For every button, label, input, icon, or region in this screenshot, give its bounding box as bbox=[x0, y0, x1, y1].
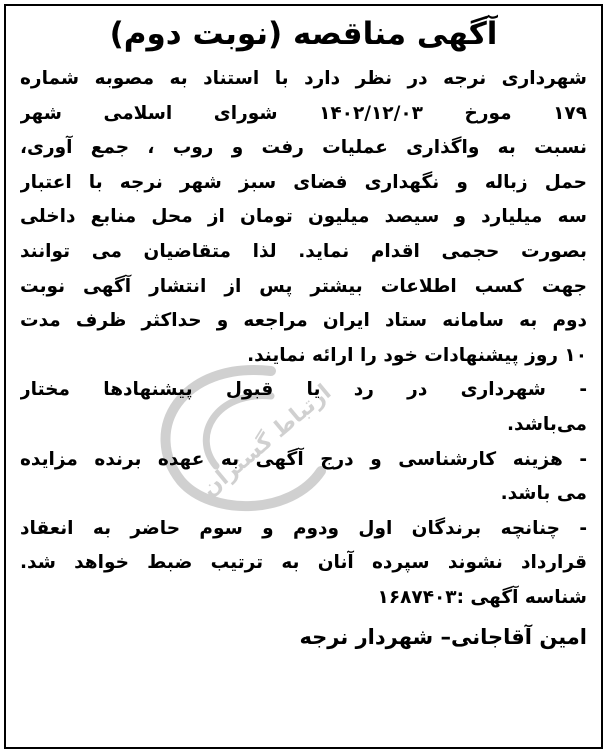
notice-signature: امین آقاجانی– شهردار نرجه bbox=[299, 624, 587, 649]
notice-title: آگهی مناقصه (نوبت دوم) bbox=[109, 16, 498, 52]
body-line: بصورت حجمی اقدام نماید. لذا متقاضیان می توانند bbox=[20, 240, 587, 262]
condition-line: - هزینه کارشناسی و درج آگهی به عهده برنده مزایده bbox=[20, 448, 587, 470]
notice-frame bbox=[4, 4, 603, 749]
body-line: جهت کسب اطلاعات بیشتر پس از انتشار آگهی نوبت bbox=[20, 275, 587, 297]
watermark-text: ارتباط گستران bbox=[197, 379, 337, 503]
notice-content bbox=[20, 12, 587, 656]
condition-line: می باشد. bbox=[500, 483, 587, 505]
body-line: ۱۷۹ مورخ ۱۴۰۲/۱۲/۰۳ شورای اسلامی شهر bbox=[20, 102, 587, 124]
body-line: شهرداری نرجه در نظر دارد با استناد به مصوبه شماره bbox=[20, 68, 587, 89]
condition-line: قرارداد نشوند سپرده آنان به ترتیب ضبط خواهد شد. bbox=[20, 552, 587, 574]
body-line: حمل زباله و نگهداری فضای سبز شهر نرجه با اعتبار bbox=[20, 171, 587, 193]
notice-id: شناسه آگهی :۱۶۸۷۴۰۳ bbox=[377, 586, 587, 608]
body-line: دوم به سامانه ستاد ایران مراجعه و حداکثر ظرف مدت bbox=[20, 310, 587, 332]
condition-line: می‌باشد. bbox=[507, 413, 587, 435]
body-line: نسبت به واگذاری عملیات رفت و روب ، جمع آوری، bbox=[20, 137, 587, 159]
condition-line: - شهرداری در رد یا قبول پیشنهادها مختار bbox=[20, 379, 587, 401]
condition-line: - چنانچه برندگان اول ودوم و سوم حاضر به انعقاد bbox=[20, 517, 587, 539]
notice-body bbox=[20, 62, 587, 581]
body-line: سه میلیارد و سیصد میلیون تومان از محل منابع داخلی bbox=[20, 206, 587, 228]
body-line: ۱۰ روز پیشنهادات خود را ارائه نمایند. bbox=[247, 344, 587, 366]
